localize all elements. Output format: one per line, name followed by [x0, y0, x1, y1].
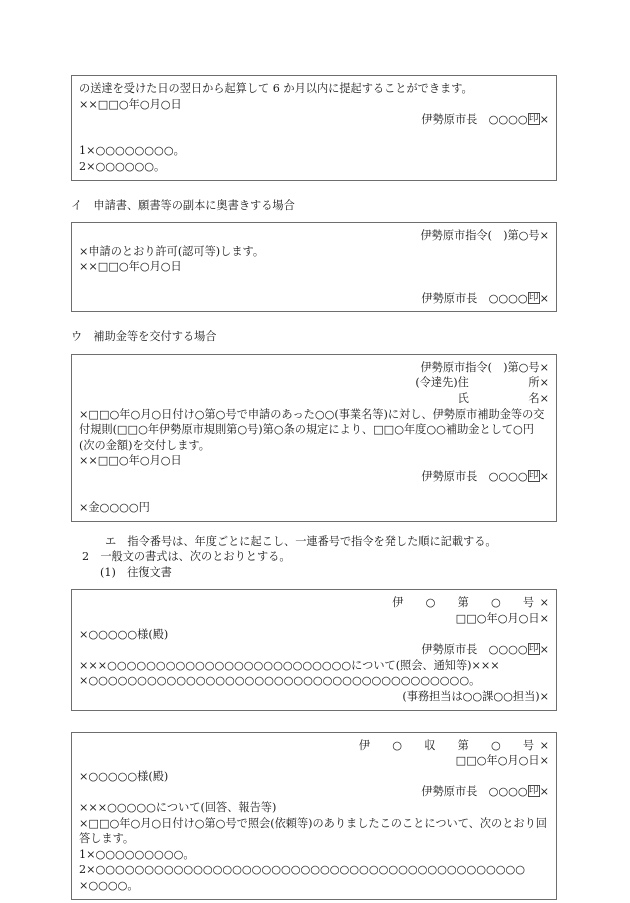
outgoing-body-line-2: ×○○○○○○○○○○○○○○○○○○○○○○○○○○○○○○○○○○○○○○○。 — [79, 674, 481, 688]
signature-trailing: × — [539, 469, 549, 483]
signature-title: 伊勢原市長 — [421, 643, 478, 657]
signature-row — [79, 642, 549, 658]
reply-item-1: 1×○○○○○○○○○。 — [79, 847, 195, 861]
outgoing-body-line-1: ×××○○○○○○○○○○○○○○○○○○○○○○○○○について(照会、通知等)××× — [79, 658, 500, 672]
signature-name: ○○○○ — [488, 469, 528, 483]
heading-e — [71, 534, 557, 550]
heading-2-1-text: 往復文書 — [127, 565, 172, 579]
spacer — [71, 522, 557, 534]
outgoing-docnum-tail: × — [539, 596, 549, 610]
reply-subject: ×××○○○○○について(回答、報告等) — [79, 800, 277, 814]
heading-2-1 — [71, 565, 557, 581]
signature-row — [79, 291, 549, 307]
subsidy-body: ×□□○年○月○日付け○第○号で申請のあった○○(事業名等)に対し、伊勢原市補助金等の交付規則(□□○年伊勢原市規則第○号)第○条の規定により、□□○年度○○補助金として○円(次の金額)を交付します。 — [79, 407, 545, 452]
name-labels — [458, 391, 540, 407]
name-trailing: × — [539, 391, 549, 405]
heading-i-text: 申請書、願書等の副本に奥書きする場合 — [93, 198, 295, 212]
signature-title: 伊勢原市長 — [421, 113, 478, 127]
heading-e-marker: エ — [105, 534, 117, 548]
signature-title: 伊勢原市長 — [421, 785, 478, 799]
endorsement-line-2: ××□□○年○月○日 — [79, 260, 182, 274]
heading-2-gap — [89, 550, 100, 563]
spacer — [71, 181, 557, 198]
seal-mark-icon: 印 — [528, 291, 539, 303]
signature-name: ○○○○ — [488, 643, 528, 657]
notice-continuation-box — [71, 75, 557, 181]
signature-trailing: × — [539, 785, 549, 799]
subsidy-address-row — [79, 375, 549, 391]
reply-docnum — [79, 738, 549, 754]
endorsement-line-1: ×申請のとおり許可(認可等)します。 — [79, 244, 265, 258]
seal-mark-icon: 印 — [528, 643, 539, 655]
heading-2-text: 一般文の書式は、次のとおりとする。 — [100, 550, 291, 564]
seal-mark-icon: 印 — [528, 785, 539, 797]
outgoing-footer: (事務担当は○○課○○担当)× — [402, 690, 549, 703]
seal-mark-icon: 印 — [528, 113, 539, 125]
signature-row — [79, 112, 549, 128]
address-labels — [458, 375, 540, 391]
heading-u-gap — [82, 330, 93, 343]
signature-spacer — [477, 643, 488, 656]
signature-spacer — [477, 470, 488, 483]
spacer-line — [79, 128, 549, 144]
signature-trailing: × — [539, 291, 549, 305]
endorsement-docnum: 伊勢原市指令( )第○号× — [420, 229, 549, 243]
outgoing-docnum — [79, 595, 549, 611]
name-label-right: 名 — [528, 391, 540, 405]
endorsement-box — [71, 222, 557, 312]
spacer — [71, 312, 557, 329]
signature-row — [79, 469, 549, 485]
heading-i-gap — [82, 199, 93, 212]
reply-addressee: ×○○○○○様(殿) — [79, 769, 169, 783]
heading-e-text: 指令番号は、年度ごとに起こし、一連番号で指令を発した順に記載する。 — [127, 534, 497, 548]
heading-u-text: 補助金等を交付する場合 — [93, 330, 217, 344]
subsidy-name-row — [79, 391, 549, 407]
signature-name: ○○○○ — [488, 113, 528, 127]
reply-date: □□○年○月○日× — [455, 754, 549, 768]
signature-title: 伊勢原市長 — [421, 291, 478, 305]
spacer — [71, 580, 557, 589]
heading-2-1-gap — [116, 566, 127, 579]
reply-docnum-parts: 伊 ○ 収 第 ○ 号 — [358, 738, 540, 752]
spacer-line — [79, 484, 549, 500]
reply-item-2-cont: ×○○○○。 — [79, 878, 139, 892]
signature-trailing: × — [539, 113, 549, 127]
reply-docnum-tail: × — [539, 738, 549, 752]
outgoing-docnum-parts: 伊 ○ 第 ○ 号 — [392, 596, 540, 610]
address-trailing: × — [539, 376, 549, 390]
signature-title: 伊勢原市長 — [421, 469, 478, 483]
spacer — [71, 213, 557, 222]
subsidy-grant-box — [71, 354, 557, 522]
signature-name: ○○○○ — [488, 291, 528, 305]
address-label-left: 住 — [457, 376, 469, 390]
seal-mark-icon: 印 — [528, 469, 539, 481]
address-label-right: 所 — [528, 376, 540, 390]
spacer-line — [79, 275, 549, 291]
reply-body: ×□□○年○月○日付け○第○号で照会(依頼等)のありましたこのことについて、次のとおり回答します。 — [79, 816, 547, 846]
heading-i-marker: イ — [71, 198, 83, 212]
address-lead: (令達先) — [415, 376, 458, 390]
subsidy-amount: ×金○○○○円 — [79, 501, 150, 515]
subsidy-date: ××□□○年○月○日 — [79, 454, 182, 468]
continuation-line-1: の送達を受けた日の翌日から起算して 6 か月以内に提起することができます。 — [79, 82, 473, 95]
reply-letter-box — [71, 732, 557, 900]
signature-spacer — [477, 292, 488, 305]
heading-u-marker: ウ — [71, 330, 83, 344]
signature-spacer — [477, 113, 488, 126]
continuation-item-2: 2×○○○○○○。 — [79, 159, 166, 173]
outgoing-date: □□○年○月○日× — [455, 612, 549, 626]
heading-e-gap — [116, 535, 127, 548]
heading-2-marker: 2 — [82, 550, 90, 564]
heading-2 — [71, 549, 557, 565]
continuation-line-2: ××□□○年○月○日 — [79, 97, 182, 111]
signature-spacer — [477, 785, 488, 798]
document-content — [71, 75, 557, 900]
signature-trailing: × — [539, 643, 549, 657]
continuation-item-1: 1×○○○○○○○○。 — [79, 144, 185, 158]
spacer — [71, 711, 557, 732]
outgoing-addressee: ×○○○○○様(殿) — [79, 627, 169, 641]
reply-item-2: 2×○○○○○○○○○○○○○○○○○○○○○○○○○○○○○○○○○○○○○○○○○○○○ — [79, 863, 526, 877]
heading-2-1-marker: (1) — [100, 565, 116, 579]
signature-name: ○○○○ — [488, 785, 528, 799]
name-label-left: 氏 — [457, 391, 469, 405]
signature-row — [79, 784, 549, 800]
outgoing-letter-box — [71, 589, 557, 710]
heading-u — [71, 329, 557, 345]
subsidy-docnum: 伊勢原市指令( )第○号× — [420, 360, 549, 374]
spacer — [71, 345, 557, 354]
heading-i — [71, 198, 557, 214]
